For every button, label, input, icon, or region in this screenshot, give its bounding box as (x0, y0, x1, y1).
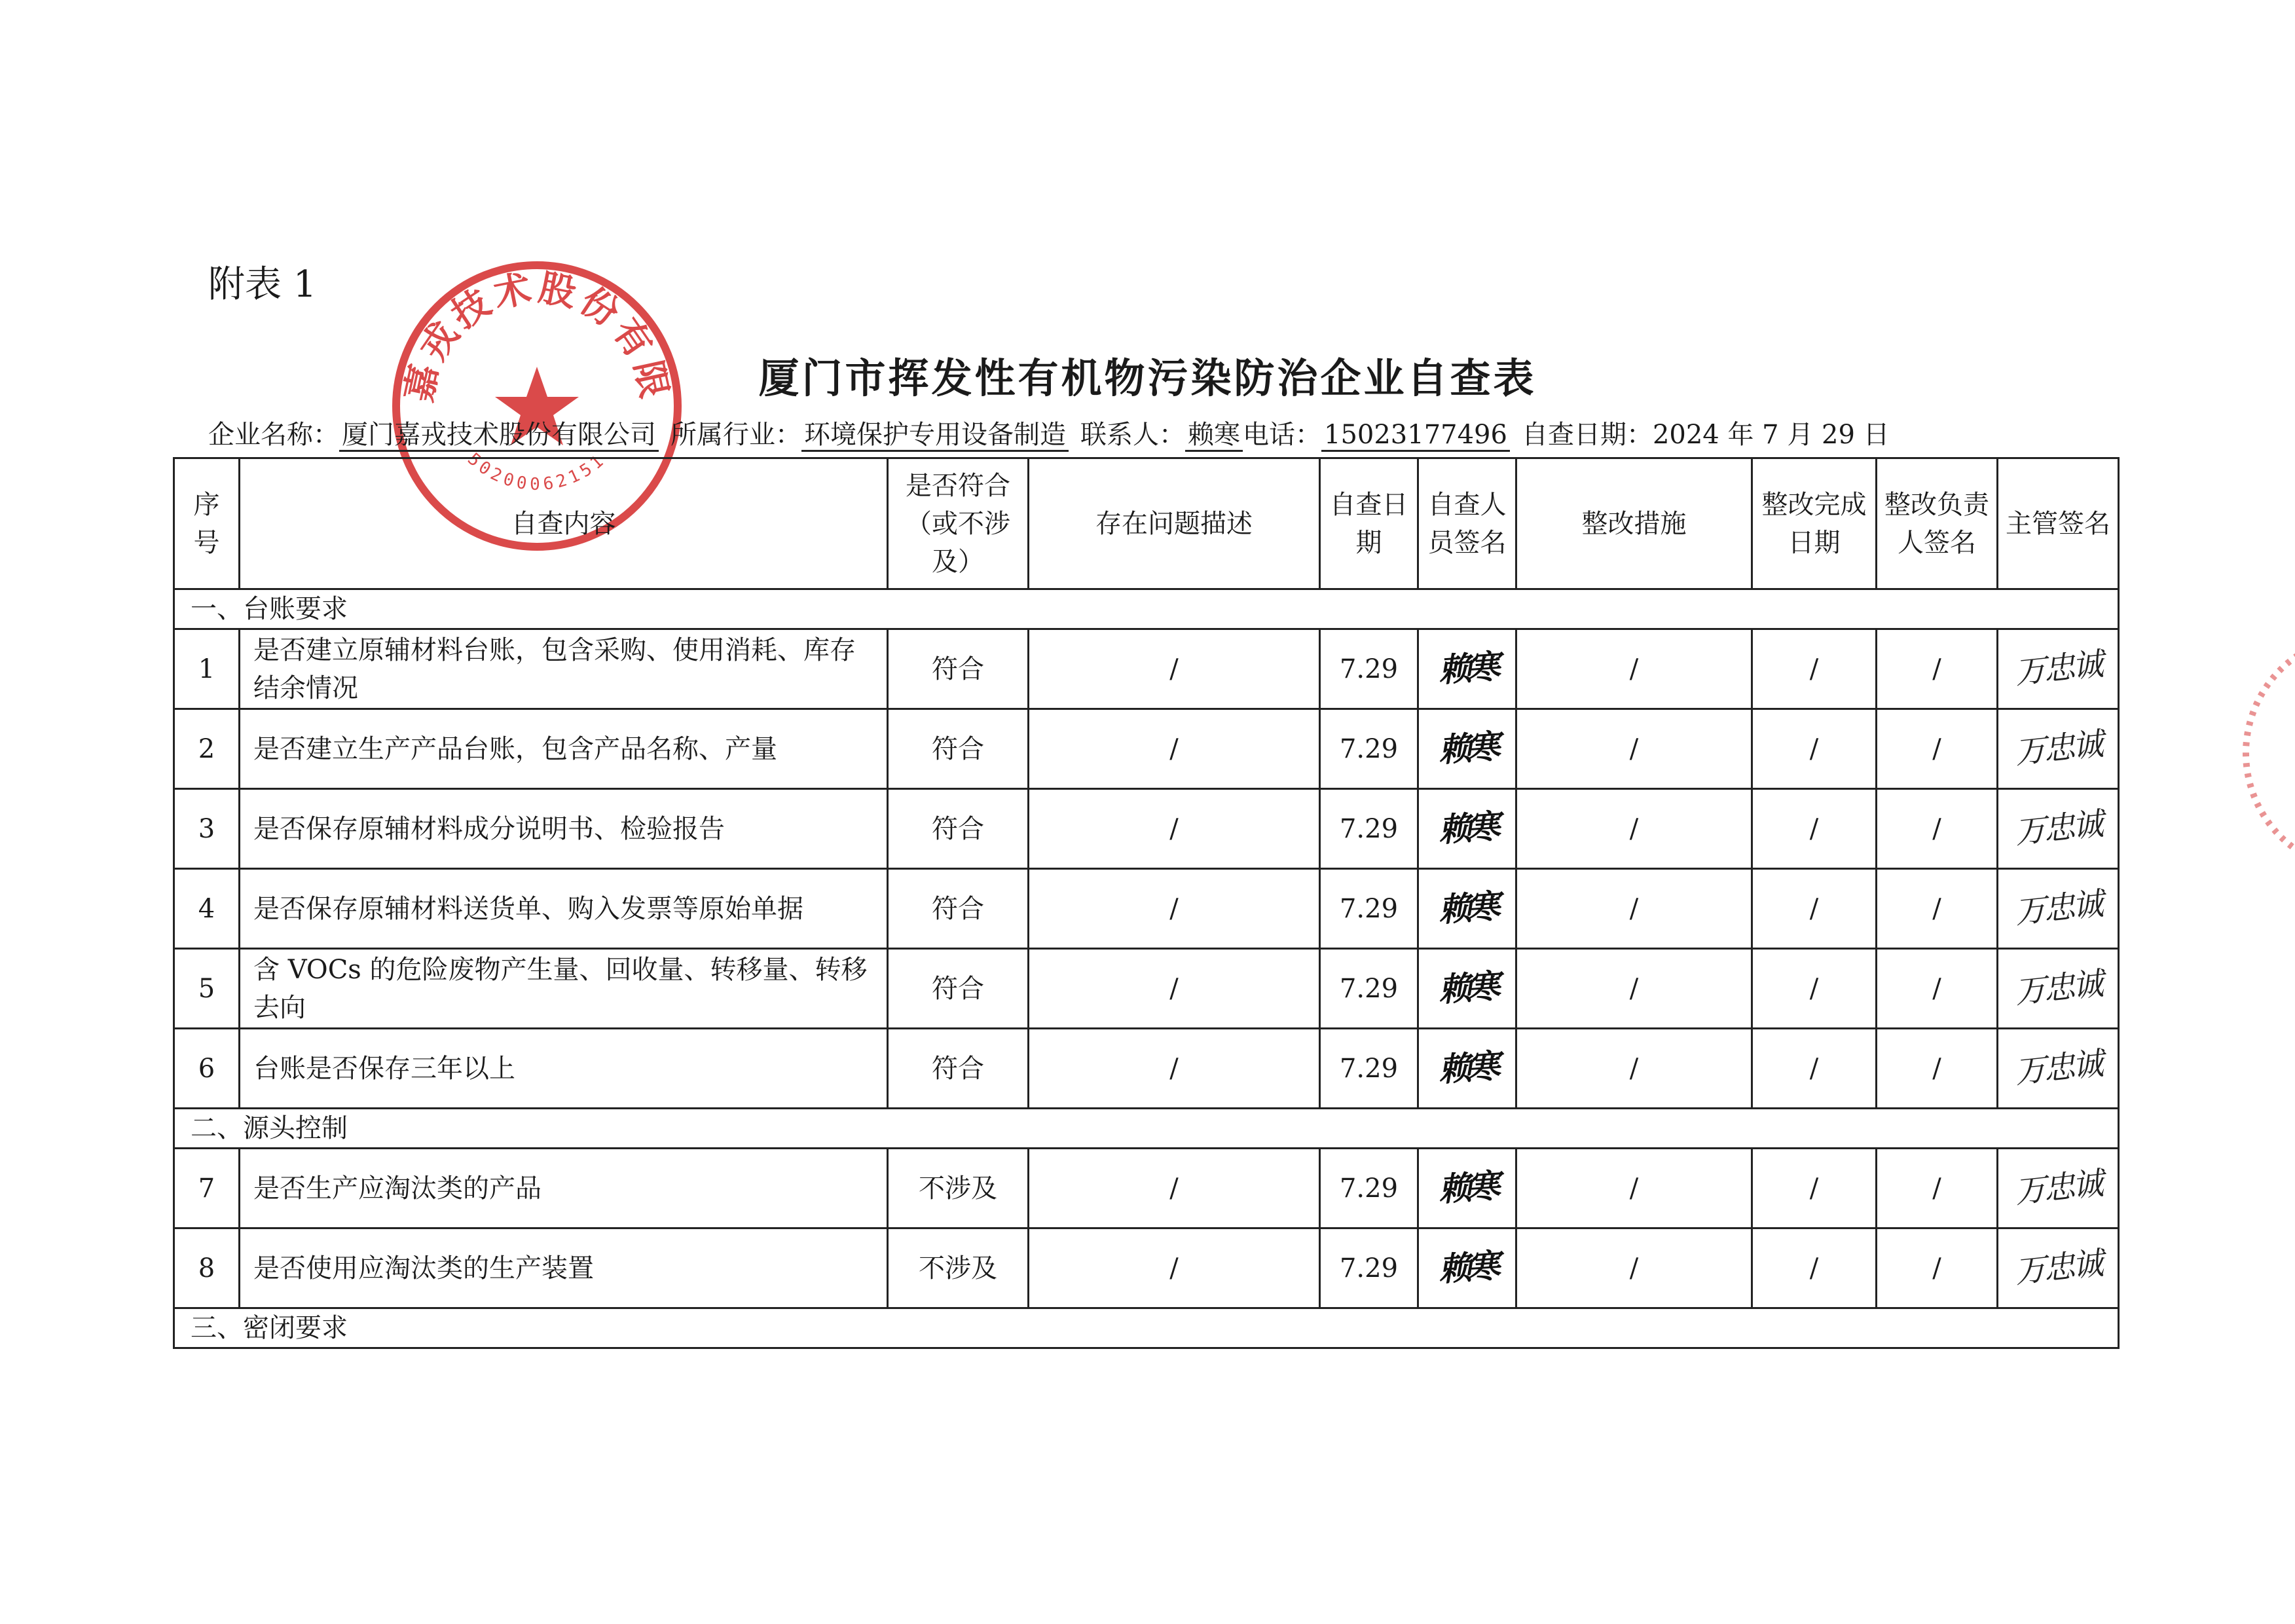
row-inspector-signature (1418, 949, 1516, 1029)
row-measure: / (1516, 869, 1752, 949)
row-problem: / (1029, 709, 1320, 789)
row-problem: / (1029, 789, 1320, 869)
row-content: 是否建立原辅材料台账，包含采购、使用消耗、库存结余情况 (240, 629, 888, 709)
row-content: 是否生产应淘汰类的产品 (240, 1149, 888, 1228)
row-date: 7.29 (1320, 629, 1418, 709)
row-no: 6 (174, 1029, 240, 1109)
header-problem: 存在问题描述 (1029, 458, 1320, 589)
header-inspector: 自查人员签名 (1418, 458, 1516, 589)
row-supervisor-signature (1998, 1029, 2119, 1109)
header-measure: 整改措施 (1516, 458, 1752, 589)
row-inspector-signature (1418, 1029, 1516, 1109)
row-supervisor-signature (1998, 629, 2119, 709)
row-problem: / (1029, 869, 1320, 949)
handwritten-signature: 赖寒 (1437, 807, 1497, 850)
appendix-label: 附表 1 (208, 263, 317, 306)
table-filler-row (174, 1348, 2119, 1361)
row-supervisor-signature (1998, 869, 2119, 949)
seal-code: 50200062151 (464, 449, 610, 495)
table-row (174, 1228, 2119, 1308)
row-finish-date: / (1752, 1149, 1877, 1228)
row-inspector-signature (1418, 869, 1516, 949)
row-finish-date: / (1752, 789, 1877, 869)
row-content: 是否建立生产产品台账，包含产品名称、产量 (240, 709, 888, 789)
row-owner-signature: / (1877, 629, 1998, 709)
self-inspection-table (173, 457, 2120, 1361)
row-date: 7.29 (1320, 709, 1418, 789)
industry-value: 环境保护专用设备制造 (801, 420, 1069, 452)
handwritten-signature: 万忠诚 (2013, 1244, 2103, 1291)
table-row (174, 709, 2119, 789)
row-problem: / (1029, 1149, 1320, 1228)
row-measure: / (1516, 709, 1752, 789)
row-date: 7.29 (1320, 1029, 1418, 1109)
row-date: 7.29 (1320, 1149, 1418, 1228)
header-no: 序号 (174, 458, 240, 589)
industry-label: 所属行业： (670, 420, 801, 450)
row-no: 1 (174, 629, 240, 709)
row-status: 符合 (888, 869, 1029, 949)
phone-value: 15023177496 (1321, 420, 1510, 452)
partial-seal-right (2233, 622, 2295, 884)
handwritten-signature: 万忠诚 (2013, 965, 2103, 1011)
row-status: 符合 (888, 949, 1029, 1029)
row-content: 是否保存原辅材料送货单、购入发票等原始单据 (240, 869, 888, 949)
row-finish-date: / (1752, 629, 1877, 709)
contact-label: 联系人： (1080, 420, 1185, 450)
row-finish-date: / (1752, 949, 1877, 1029)
handwritten-signature: 赖寒 (1437, 1047, 1497, 1090)
row-inspector-signature (1418, 709, 1516, 789)
row-finish-date: / (1752, 1228, 1877, 1308)
row-measure: / (1516, 629, 1752, 709)
row-owner-signature: / (1877, 789, 1998, 869)
row-problem: / (1029, 1029, 1320, 1109)
row-finish-date: / (1752, 869, 1877, 949)
company-info-line (208, 414, 1890, 451)
handwritten-signature: 赖寒 (1437, 887, 1497, 930)
header-supervisor: 主管签名 (1998, 458, 2119, 589)
row-owner-signature: / (1877, 949, 1998, 1029)
row-content: 含 VOCs 的危险废物产生量、回收量、转移量、转移去向 (240, 949, 888, 1029)
handwritten-signature: 万忠诚 (2013, 1164, 2103, 1211)
row-content: 是否保存原辅材料成分说明书、检验报告 (240, 789, 888, 869)
row-content: 是否使用应淘汰类的生产装置 (240, 1228, 888, 1308)
company-name: 厦门嘉戎技术股份有限公司 (339, 420, 659, 452)
section-title: 三、密闭要求 (174, 1308, 2119, 1348)
section-row (174, 1308, 2119, 1348)
row-owner-signature: / (1877, 1029, 1998, 1109)
table-row (174, 789, 2119, 869)
row-status: 不涉及 (888, 1149, 1029, 1228)
handwritten-signature: 万忠诚 (2013, 1044, 2103, 1091)
handwritten-signature: 万忠诚 (2013, 725, 2103, 771)
row-owner-signature: / (1877, 869, 1998, 949)
row-measure: / (1516, 1149, 1752, 1228)
row-finish-date: / (1752, 1029, 1877, 1109)
table-row (174, 1149, 2119, 1228)
section-title: 二、源头控制 (174, 1109, 2119, 1149)
row-owner-signature: / (1877, 1149, 1998, 1228)
section-row (174, 1109, 2119, 1149)
row-measure: / (1516, 1029, 1752, 1109)
row-no: 3 (174, 789, 240, 869)
row-problem: / (1029, 1228, 1320, 1308)
row-date: 7.29 (1320, 869, 1418, 949)
row-status: 符合 (888, 629, 1029, 709)
row-measure: / (1516, 1228, 1752, 1308)
row-finish-date: / (1752, 709, 1877, 789)
handwritten-signature: 赖寒 (1437, 1167, 1497, 1209)
date-value: 2024 年 7 月 29 日 (1652, 420, 1890, 450)
row-status: 符合 (888, 1029, 1029, 1109)
row-no: 7 (174, 1149, 240, 1228)
row-status: 符合 (888, 709, 1029, 789)
row-no: 4 (174, 869, 240, 949)
row-date: 7.29 (1320, 789, 1418, 869)
row-supervisor-signature (1998, 949, 2119, 1029)
row-inspector-signature (1418, 1149, 1516, 1228)
table-row (174, 629, 2119, 709)
date-label: 自查日期： (1521, 420, 1653, 450)
row-supervisor-signature (1998, 1149, 2119, 1228)
row-owner-signature: / (1877, 1228, 1998, 1308)
contact-value: 赖寒 (1185, 420, 1243, 452)
row-problem: / (1029, 629, 1320, 709)
company-label: 企业名称： (208, 420, 339, 450)
handwritten-signature: 赖寒 (1437, 1247, 1497, 1289)
page-title: 厦门市挥发性有机物污染防治企业自查表 (758, 354, 1537, 402)
header-finish-date: 整改完成日期 (1752, 458, 1877, 589)
row-owner-signature: / (1877, 709, 1998, 789)
handwritten-signature: 赖寒 (1437, 967, 1497, 1010)
row-no: 8 (174, 1228, 240, 1308)
table-header-row (174, 458, 2119, 589)
table-row (174, 949, 2119, 1029)
row-inspector-signature (1418, 789, 1516, 869)
row-date: 7.29 (1320, 949, 1418, 1029)
table-row (174, 1029, 2119, 1109)
seal-text: 嘉戎技术股份有限 (397, 265, 677, 406)
row-supervisor-signature (1998, 1228, 2119, 1308)
header-date: 自查日期 (1320, 458, 1418, 589)
row-problem: / (1029, 949, 1320, 1029)
phone-label: 电话： (1243, 420, 1321, 450)
section-row (174, 589, 2119, 629)
row-measure: / (1516, 789, 1752, 869)
header-owner: 整改负责人签名 (1877, 458, 1998, 589)
row-date: 7.29 (1320, 1228, 1418, 1308)
header-status: 是否符合（或不涉及） (888, 458, 1029, 589)
handwritten-signature: 万忠诚 (2013, 645, 2103, 692)
row-supervisor-signature (1998, 789, 2119, 869)
row-inspector-signature (1418, 629, 1516, 709)
row-supervisor-signature (1998, 709, 2119, 789)
row-status: 不涉及 (888, 1228, 1029, 1308)
handwritten-signature: 万忠诚 (2013, 805, 2103, 851)
row-status: 符合 (888, 789, 1029, 869)
row-content: 台账是否保存三年以上 (240, 1029, 888, 1109)
section-title: 一、台账要求 (174, 589, 2119, 629)
handwritten-signature: 赖寒 (1437, 648, 1497, 690)
row-inspector-signature (1418, 1228, 1516, 1308)
handwritten-signature: 赖寒 (1437, 728, 1497, 770)
row-measure: / (1516, 949, 1752, 1029)
table-row (174, 869, 2119, 949)
row-no: 5 (174, 949, 240, 1029)
header-content: 自查内容 (240, 458, 888, 589)
row-no: 2 (174, 709, 240, 789)
handwritten-signature: 万忠诚 (2013, 885, 2103, 931)
